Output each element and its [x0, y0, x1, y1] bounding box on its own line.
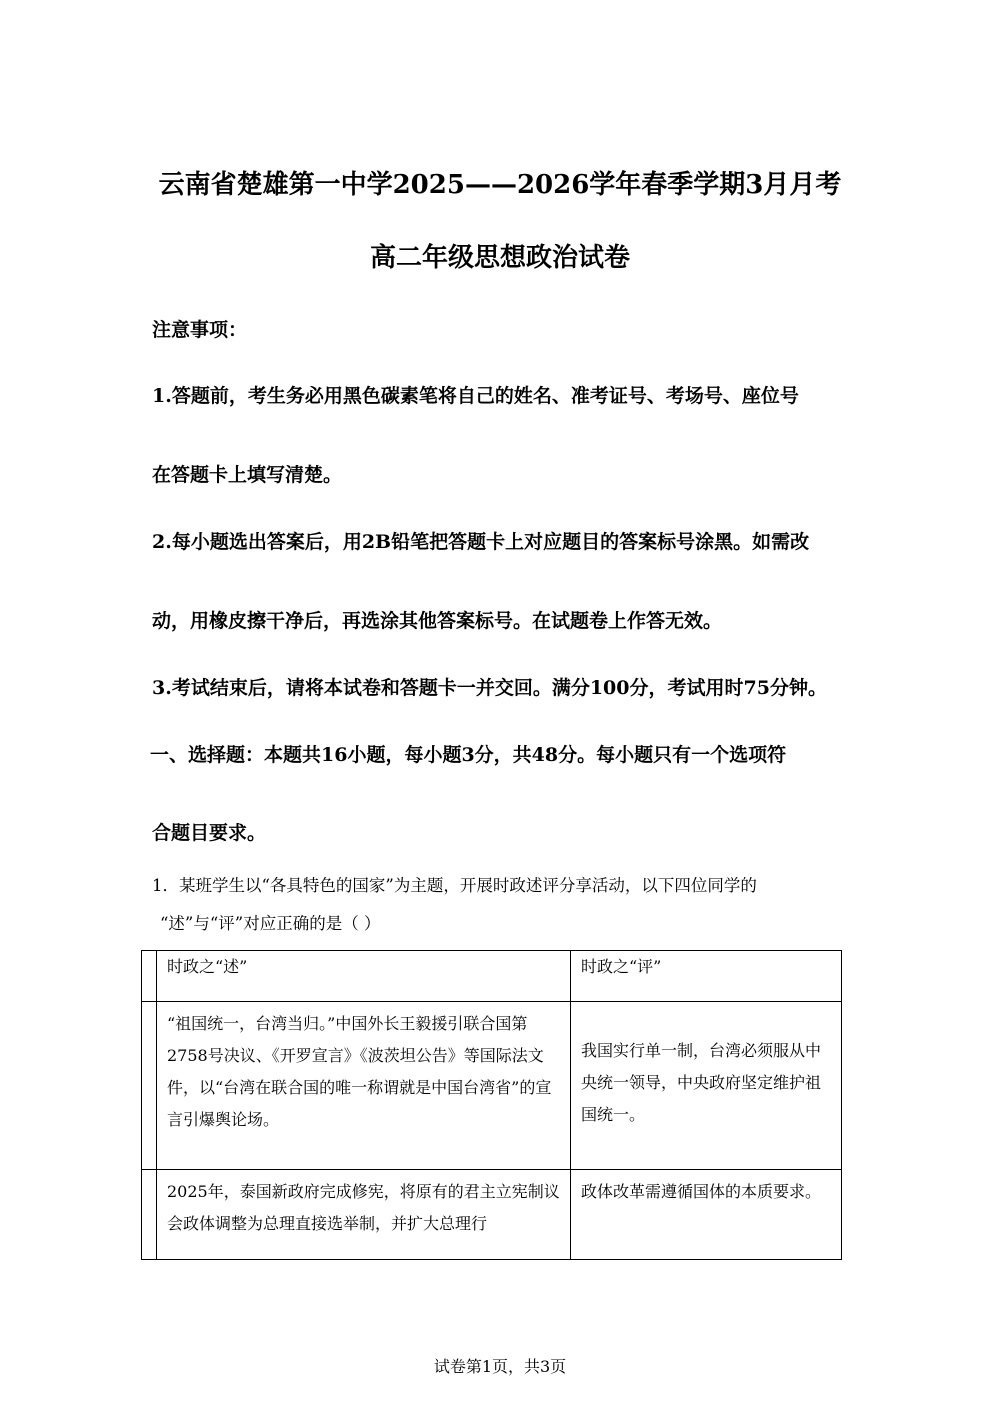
header-shu: 时政之“述”	[157, 951, 571, 1002]
row2-ping	[571, 1170, 842, 1260]
question1-table	[141, 950, 842, 1260]
section1-heading-b: 合题目要求。	[152, 822, 267, 844]
notice-item-3: 3.考试结束后，请将本试卷和答题卡一并交回。满分100分，考试用时75分钟。	[152, 677, 827, 699]
exam-title-line1: 云南省楚雄第一中学2025——2026学年春季学期3月月考	[158, 170, 842, 200]
question1-stem-a: 1．某班学生以“各具特色的国家”为主题，开展时政述评分享活动，以下四位同学的	[152, 876, 757, 895]
table-row	[142, 1002, 842, 1170]
header-ping: 时政之“评”	[571, 951, 842, 1002]
notice-item-2b: 动，用橡皮擦干净后，再选涂其他答案标号。在试题卷上作答无效。	[152, 610, 723, 632]
notice-item-2a: 2.每小题选出答案后，用2B铅笔把答题卡上对应题目的答案标号涂黑。如需改	[152, 531, 810, 553]
row2-shu	[157, 1170, 571, 1260]
row1-shu-text: “祖国统一，台湾当归。”中国外长王毅援引联合国第2758号决议、《开罗宣言》《波茨坦公告》等国际法文件，以“台湾在联合国的唯一称谓就是中国台湾省”的宣言引爆舆论场。	[167, 1014, 552, 1129]
table-index-cell	[142, 1170, 157, 1260]
notice-item-1b: 在答题卡上填写清楚。	[152, 464, 343, 486]
row1-ping	[571, 1002, 842, 1170]
row2-shu-text: 2025年，泰国新政府完成修宪，将原有的君主立宪制议会政体调整为总理直接选举制，并扩大总理行	[167, 1182, 560, 1233]
row1-shu	[157, 1002, 571, 1170]
table-header-row	[142, 951, 842, 1002]
notice-item-1a: 1.答题前，考生务必用黑色碳素笔将自己的姓名、准考证号、考场号、座位号	[152, 385, 799, 407]
table-index-cell	[142, 951, 157, 1002]
section1-heading-a: 一、选择题：本题共16小题，每小题3分，共48分。每小题只有一个选项符	[150, 744, 787, 766]
notice-heading: 注意事项：	[152, 319, 248, 341]
page-footer: 试卷第1页，共3页	[433, 1357, 567, 1376]
row2-ping-text: 政体改革需遵循国体的本质要求。	[581, 1182, 822, 1201]
table-row	[142, 1170, 842, 1260]
exam-title-line2: 高二年级思想政治试卷	[369, 243, 630, 273]
question1-stem-b: “述”与“评”对应正确的是（ ）	[160, 914, 381, 933]
table-index-cell	[142, 1002, 157, 1170]
row1-ping-text: 我国实行单一制，台湾必须服从中央统一领导，中央政府坚定维护祖国统一。	[581, 1040, 822, 1124]
